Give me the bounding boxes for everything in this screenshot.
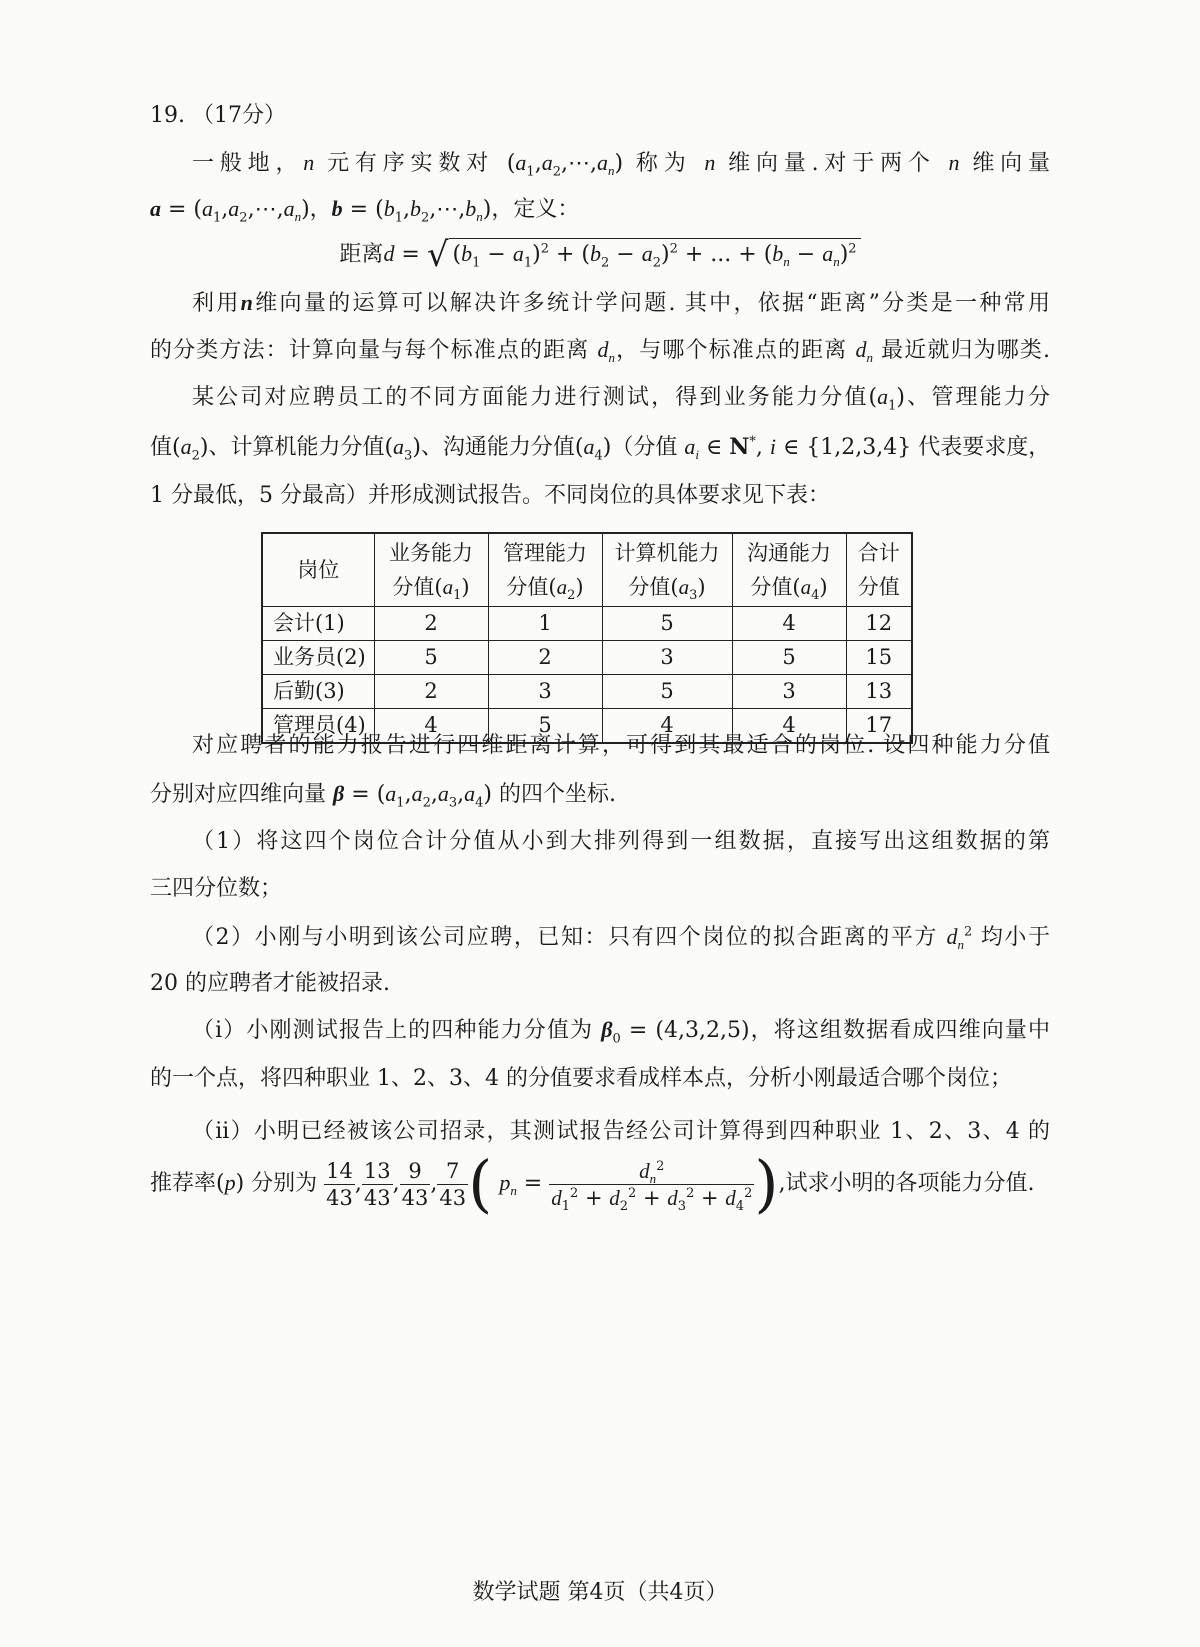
cell-communication: 4 bbox=[732, 607, 846, 641]
classify-line-2: 的分类方法：计算向量与每个标准点的距离 $d_n$，与哪个标准点的距离 $d_n$ 最近就归为哪类. bbox=[150, 337, 1050, 366]
after-table-line-2: 分别对应四维向量 $\beta = (a_1,a_2,a_3,a_4)$ 的四个坐标. bbox=[150, 781, 616, 811]
fraction-separator: , bbox=[354, 1171, 362, 1196]
requirements-table bbox=[261, 532, 913, 744]
cell-computer: 5 bbox=[602, 607, 732, 641]
header-position: 岗位 bbox=[262, 533, 374, 607]
table-body bbox=[262, 607, 912, 744]
fraction-denominator: 43 bbox=[326, 1185, 353, 1210]
part2-ii-line-1: （ii）小明已经被该公司招录，其测试报告经公司计算得到四种职业 1、2、3、4 的 bbox=[192, 1119, 1050, 1144]
fraction-separator: , bbox=[392, 1171, 400, 1196]
recommend-prefix: 推荐率(p) 分别为 bbox=[150, 1170, 318, 1196]
part1-line-1: （1）将这四个岗位合计分值从小到大排列得到一组数据，直接写出这组数据的第 bbox=[192, 829, 1050, 854]
cell-business: 2 bbox=[374, 675, 488, 709]
table-header-row bbox=[262, 533, 912, 607]
company-line-1: 某公司对应聘员工的不同方面能力进行测试，得到业务能力分值$(a_1)$、管理能力分 bbox=[192, 384, 1050, 414]
part2-line-2: 20 的应聘者才能被招录. bbox=[150, 971, 390, 996]
right-paren: ) bbox=[754, 1147, 779, 1220]
after-table-line-1: 对应聘者的能力报告进行四维距离计算，可得到其最适合的岗位. 设四种能力分值 bbox=[192, 733, 1050, 758]
recommend-suffix: ,试求小明的各项能力分值. bbox=[778, 1171, 1035, 1196]
fraction-numerator: 14 bbox=[326, 1158, 353, 1183]
recommend-rate-fraction bbox=[400, 1158, 431, 1211]
cell-communication: 4 bbox=[732, 709, 846, 744]
cell-business: 5 bbox=[374, 641, 488, 675]
cell-position: 管理员(4) bbox=[262, 709, 374, 744]
cell-position: 业务员(2) bbox=[262, 641, 374, 675]
part1-line-2: 三四分位数； bbox=[150, 876, 283, 901]
part2-line-1: （2）小刚与小明到该公司应聘，已知：只有四个岗位的拟合距离的平方 $d_n^2$ 均小于 bbox=[192, 924, 1050, 953]
header-communication: 沟通能力 分值$(a_4)$ bbox=[732, 533, 846, 607]
cell-management: 3 bbox=[488, 675, 602, 709]
table-row bbox=[262, 675, 912, 709]
cell-business: 4 bbox=[374, 709, 488, 744]
recommend-fractions bbox=[324, 1158, 468, 1210]
table-row bbox=[262, 607, 912, 641]
cell-management: 2 bbox=[488, 641, 602, 675]
cell-total: 15 bbox=[846, 641, 912, 675]
part2-ii-line-2 bbox=[150, 1148, 1050, 1219]
cell-management: 5 bbox=[488, 709, 602, 744]
fraction-numerator: 9 bbox=[400, 1158, 431, 1185]
cell-computer: 4 bbox=[602, 709, 732, 744]
company-line-3: 1 分最低，5 分最高）并形成测试报告。不同岗位的具体要求见下表： bbox=[150, 483, 830, 508]
formula-radicand: $(b_1 - a_1)^2 + (b_2 - a_2)^2$ + ... + $(b_n - a_n)^2$ bbox=[449, 238, 861, 268]
square-root bbox=[426, 235, 861, 275]
header-total: 合计 分值 bbox=[846, 533, 912, 607]
cell-business: 2 bbox=[374, 607, 488, 641]
company-line-2: 值$(a_2)$、计算机能力分值$(a_3)$、沟通能力分值$(a_4)$（分值 $a_i$ ∈ N*, i ∈ {1,2,3,4} 代表要求度， bbox=[150, 434, 1051, 464]
fraction-denominator: 43 bbox=[363, 1185, 391, 1210]
recommend-rate-fraction bbox=[362, 1158, 393, 1211]
fraction-numerator: 13 bbox=[363, 1158, 391, 1183]
cell-total: 17 bbox=[846, 709, 912, 744]
header-management: 管理能力 分值$(a_2)$ bbox=[488, 533, 602, 607]
pn-lhs: $p_n$ = bbox=[499, 1170, 543, 1199]
part2-i-line-2: 的一个点，将四种职业 1、2、3、4 的分值要求看成样本点，分析小刚最适合哪个岗位； bbox=[150, 1066, 1012, 1091]
distance-formula bbox=[150, 235, 1050, 275]
pn-denominator: $d_1^2 + d_2^2 + d_3^2 + d_4^2$ bbox=[551, 1185, 753, 1214]
problem-header: 19. （17分） bbox=[150, 103, 286, 128]
radical-sign: √ bbox=[426, 235, 449, 275]
cell-computer: 5 bbox=[602, 675, 732, 709]
cell-computer: 3 bbox=[602, 641, 732, 675]
fraction-denominator: 43 bbox=[401, 1185, 429, 1210]
page-footer: 数学试题 第4页（共4页） bbox=[472, 1580, 728, 1605]
cell-position: 后勤(3) bbox=[262, 675, 374, 709]
cell-communication: 5 bbox=[732, 641, 846, 675]
recommend-rate-fraction bbox=[324, 1158, 355, 1211]
recommend-rate-fraction bbox=[437, 1158, 468, 1211]
cell-position: 会计(1) bbox=[262, 607, 374, 641]
cell-total: 12 bbox=[846, 607, 912, 641]
fraction-separator: , bbox=[430, 1171, 438, 1196]
definition-line-1: 一般地，n 元有序实数对 $(a_1,a_2,\cdots,a_n)$ 称为 n 维向量.对于两个 n 维向量 bbox=[192, 150, 1050, 180]
pn-numerator: $d_n^2$ bbox=[549, 1158, 754, 1185]
formula-label: 距离 bbox=[339, 242, 384, 267]
definition-line-2: $a = (a_1,a_2,\cdots,a_n)$，$b = (b_1,b_2,\cdots,b_n)$，定义： bbox=[150, 196, 580, 226]
cell-total: 13 bbox=[846, 675, 912, 709]
header-business: 业务能力 分值$(a_1)$ bbox=[374, 533, 488, 607]
cell-communication: 3 bbox=[732, 675, 846, 709]
left-paren: ( bbox=[468, 1147, 493, 1220]
classify-line-1: 利用n维向量的运算可以解决许多统计学问题. 其中，依据“距离”分类是一种常用 bbox=[192, 290, 1050, 316]
cell-management: 1 bbox=[488, 607, 602, 641]
header-computer: 计算机能力 分值$(a_3)$ bbox=[602, 533, 732, 607]
formula-lhs: d = bbox=[383, 241, 420, 267]
part2-i-line-1: （i）小刚测试报告上的四种能力分值为 $\beta_0 = (4,3,2,5)$，将这组数据看成四维向量中 bbox=[192, 1017, 1051, 1047]
pn-fraction bbox=[549, 1158, 754, 1214]
table-row bbox=[262, 641, 912, 675]
fraction-denominator: 43 bbox=[439, 1185, 467, 1210]
fraction-numerator: 7 bbox=[437, 1158, 468, 1185]
